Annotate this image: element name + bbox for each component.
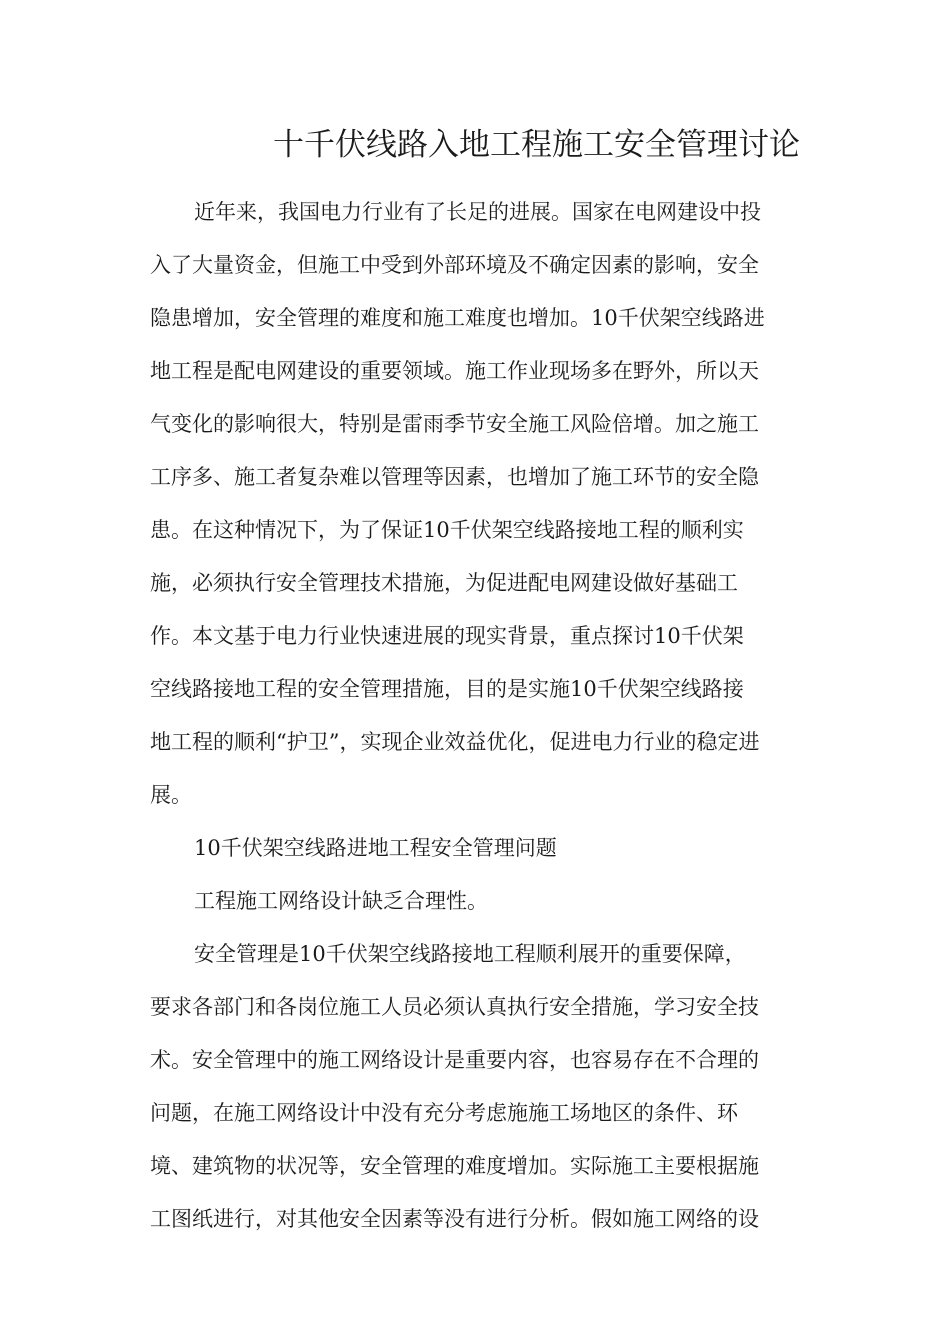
paragraph-line: 要求各部门和各岗位施工人员必须认真执行安全措施，学习安全技 xyxy=(150,995,759,1019)
document-title: 十千伏线路入地工程施工安全管理讨论 xyxy=(273,127,800,163)
paragraph-line: 地工程的顺利“护卫”，实现企业效益优化，促进电力行业的稳定进 xyxy=(150,730,760,754)
paragraph-line: 患。在这种情况下，为了保证10千伏架空线路接地工程的顺利实 xyxy=(150,518,744,542)
paragraph-line: 作。本文基于电力行业快速进展的现实背景，重点探讨10千伏架 xyxy=(150,624,744,648)
paragraph-line: 施，必须执行安全管理技术措施，为促进配电网建设做好基础工 xyxy=(150,571,738,595)
paragraph-line: 入了大量资金，但施工中受到外部环境及不确定因素的影响，安全 xyxy=(150,253,759,277)
paragraph-line: 地工程是配电网建设的重要领域。施工作业现场多在野外，所以天 xyxy=(150,359,759,383)
paragraph-line: 工图纸进行，对其他安全因素等没有进行分析。假如施工网络的设 xyxy=(150,1207,759,1231)
subsection-heading: 工程施工网络设计缺乏合理性。 xyxy=(194,889,488,913)
paragraph-line: 工序多、施工者复杂难以管理等因素，也增加了施工环节的安全隐 xyxy=(150,465,759,489)
paragraph-line: 境、建筑物的状况等，安全管理的难度增加。实际施工主要根据施 xyxy=(150,1154,759,1178)
document-body xyxy=(150,186,800,1246)
section-heading: 10千伏架空线路进地工程安全管理问题 xyxy=(194,836,557,860)
paragraph-line: 近年来，我国电力行业有了长足的进展。国家在电网建设中投 xyxy=(194,200,761,224)
paragraph-line: 隐患增加，安全管理的难度和施工难度也增加。10千伏架空线路进 xyxy=(150,306,765,330)
paragraph-line: 术。安全管理中的施工网络设计是重要内容，也容易存在不合理的 xyxy=(150,1048,759,1072)
paragraph-line: 问题，在施工网络设计中没有充分考虑施施工场地区的条件、环 xyxy=(150,1101,738,1125)
paragraph-line: 气变化的影响很大，特别是雷雨季节安全施工风险倍增。加之施工 xyxy=(150,412,759,436)
paragraph-line: 展。 xyxy=(150,783,192,807)
paragraph-line: 安全管理是10千伏架空线路接地工程顺利展开的重要保障， xyxy=(194,942,746,966)
paragraph-line: 空线路接地工程的安全管理措施，目的是实施10千伏架空线路接 xyxy=(150,677,744,701)
